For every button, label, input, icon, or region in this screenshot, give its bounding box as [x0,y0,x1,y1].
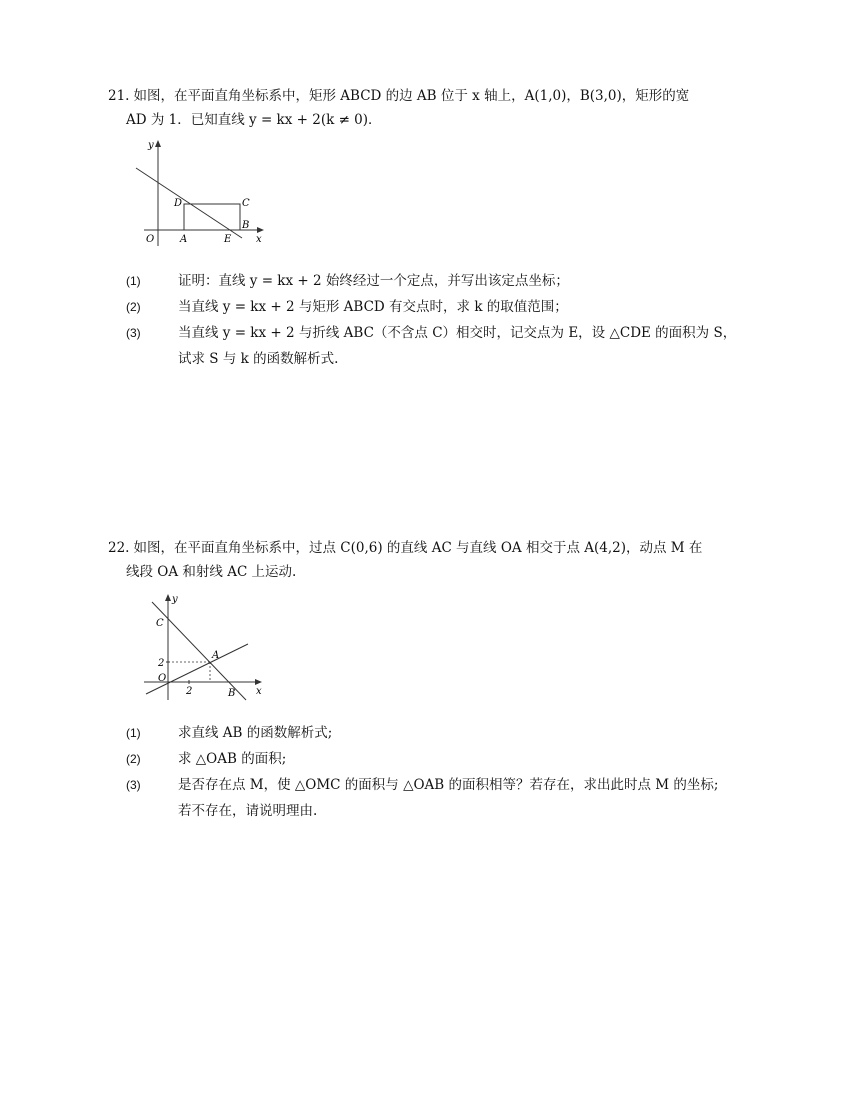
label-d: D [174,198,183,209]
problem-21 [108,84,773,372]
subquestion-text: 求直线 AB 的函数解析式; [178,725,333,741]
label-c: C [156,618,164,629]
label-tick-x-2: 2 [186,686,193,697]
subquestion-1 [108,720,773,746]
subquestion-label: (2) [126,752,141,766]
figure-21 [130,138,773,258]
figure-22 [130,590,773,710]
stem-line-2: 线段 OA 和射线 AC 上运动. [126,564,297,580]
subquestion-3 [108,772,773,824]
label-b: B [228,688,236,699]
subquestion-3 [108,320,773,372]
subquestion-text-line-1: 是否存在点 M，使 △OMC 的面积与 △OAB 的面积相等？若存在，求出此时点 M 的坐标; [178,777,719,793]
subquestion-text-line-2: 若不存在，请说明理由. [178,803,318,819]
subquestion-label: (3) [126,326,141,340]
subquestion-1 [108,268,773,294]
label-x: x [256,686,262,697]
label-a: A [180,234,188,245]
label-tick-y-2: 2 [158,658,165,669]
problem-22-subquestions [108,720,773,824]
problem-21-stem [108,84,773,132]
subquestion-label: (1) [126,274,141,288]
problem-number: 21. [108,88,130,104]
subquestion-text: 证明：直线 y = kx + 2 始终经过一个定点，并写出该定点坐标； [178,273,569,289]
label-c: C [242,198,250,209]
subquestion-text-line-1: 当直线 y = kx + 2 与折线 ABC（不含点 C）相交时，记交点为 E，设 △CDE 的面积为 S， [178,325,737,341]
subquestion-text [158,772,773,824]
stem-line-1: 如图，在平面直角坐标系中，过点 C(0,6) 的直线 AC 与直线 OA 相交于点 A(4,2)，动点 M 在 [133,540,703,556]
label-y: y [148,140,154,151]
label-o: O [146,234,155,245]
subquestion-label: (1) [126,726,141,740]
subquestion-label: (2) [126,300,141,314]
subquestion-text [158,320,773,372]
problem-22-stem [108,536,773,584]
label-e: E [224,234,232,245]
subquestion-text: 当直线 y = kx + 2 与矩形 ABCD 有交点时，求 k 的取值范围； [178,299,568,315]
label-o: O [158,673,167,684]
subquestion-label: (3) [126,778,141,792]
stem-line-1: 如图，在平面直角坐标系中，矩形 ABCD 的边 AB 位于 x 轴上，A(1,0)，B(3,0)，矩形的宽 [133,88,690,104]
problem-22 [108,536,773,824]
coordinate-figure-22 [130,590,270,702]
subquestion-text: 求 △OAB 的面积; [178,751,287,767]
label-a: A [212,650,220,661]
subquestion-2 [108,294,773,320]
problem-number: 22. [108,540,130,556]
label-x: x [256,234,262,245]
subquestion-2 [108,746,773,772]
label-b: B [242,220,250,231]
subquestion-text-line-2: 试求 S 与 k 的函数解析式. [178,351,339,367]
label-y: y [172,594,178,605]
stem-line-2: AD 为 1．已知直线 y = kx + 2(k ≠ 0)． [126,112,382,128]
coordinate-figure-21 [130,138,270,250]
problem-21-subquestions [108,268,773,372]
